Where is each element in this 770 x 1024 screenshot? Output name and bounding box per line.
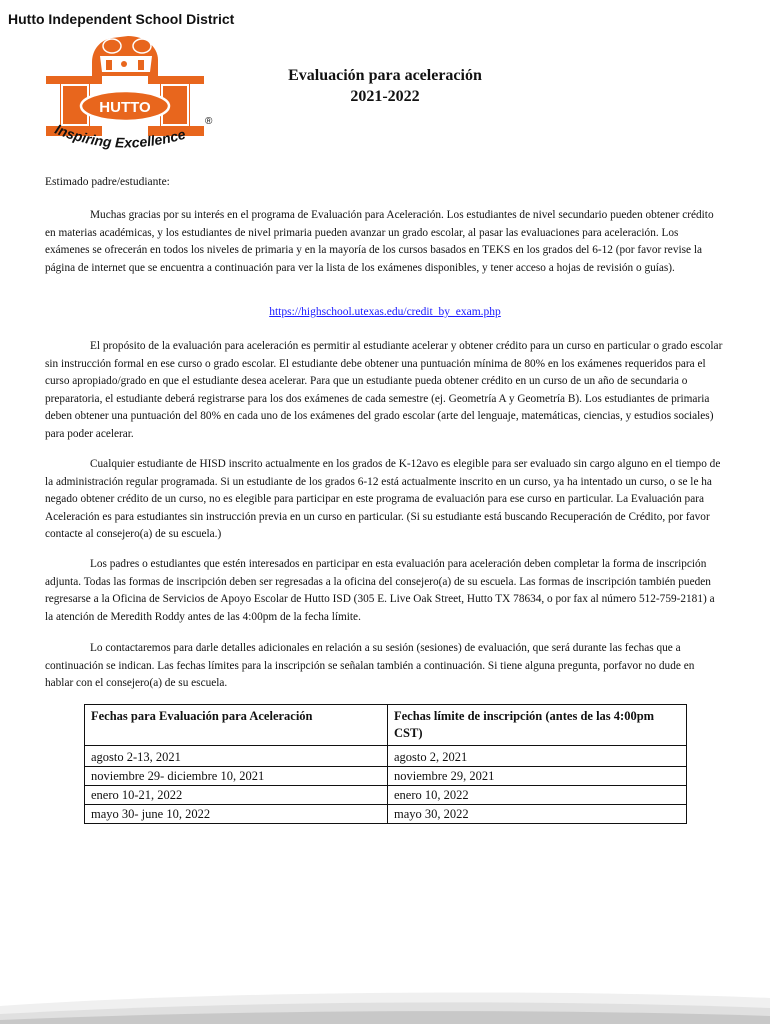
greeting: Estimado padre/estudiante: — [45, 176, 170, 188]
paragraph-purpose-text: El propósito de la evaluación para aceleración es permitir al estudiante acelerar y obtener crédito para un curso en particular o grado escolar sin instrucción formal en ese curso o grado escolar. El estudiante debe obtener una puntuación mínima de 80% en los exámenes requeridos para el curso apropiado/grado en que el estudiante desea acelerar. Para que un estudiante pueda obtener crédito en un curso de un año de secundaria o preparatoria, el estudiante deberá registrarse para los dos exámenes de cada semestre (ej. Geometría A y Geometría B). Los estudiantes de primaria deben obtener una puntuación del 80% en cada uno de los exámenes del grado escolar (arte del lenguaje, matemáticas, ciencias, y estudios sociales) para poder acelerar. — [45, 340, 723, 440]
header-deadlines: Fechas límite de inscripción (antes de las 4:00pm CST) — [388, 705, 687, 746]
footer-decoration — [0, 984, 770, 1024]
test-date-cell: mayo 30- june 10, 2022 — [85, 805, 388, 824]
paragraph-registration-text: Los padres o estudiantes que estén interesados en participar en esta evaluación para aceleración deben completar la forma de inscripción adjunta. Todas las formas de inscripción deben ser regresadas a la oficina del consejero(a) de su escuela. Las formas de inscripción también pueden regresarse a la Oficina de Servicios de Apoyo Escolar de Hutto ISD (305 E. Live Oak Street, Hutto TX 78634, o por fax al número 512-759-2181) a la atención de Meredith Roddy antes de las 4:00pm de la fecha límite. — [45, 558, 715, 623]
credit-by-exam-link-row — [0, 306, 770, 318]
test-date-cell: noviembre 29- diciembre 10, 2021 — [85, 767, 388, 786]
table-row — [85, 805, 687, 824]
table-header-row — [85, 705, 687, 746]
hippo-mascot-icon — [92, 36, 158, 76]
dates-table — [84, 704, 687, 824]
paragraph-contact-text: Lo contactaremos para darle detalles adicionales en relación a su sesión (sesiones) de evaluación, que será durante las fechas que a continuación se indican. Las fechas límites para la inscripción se señalan también a continuación. Si tiene alguna pregunta, porfavor no dude en hablar con el consejero(a) de su escuela. — [45, 642, 695, 690]
logo-tagline: Inspiring Excellence — [52, 120, 188, 151]
hutto-logo — [40, 32, 220, 157]
deadline-cell: noviembre 29, 2021 — [388, 767, 687, 786]
document-title — [200, 65, 570, 107]
table-row — [85, 786, 687, 805]
credit-by-exam-link[interactable]: https://highschool.utexas.edu/credit_by_exam.php — [269, 306, 501, 318]
registered-mark: ® — [205, 116, 213, 127]
deadline-cell: agosto 2, 2021 — [388, 746, 687, 767]
paragraph-contact — [45, 640, 725, 693]
paragraph-eligibility — [45, 456, 725, 544]
table-row — [85, 767, 687, 786]
title-line-1: Evaluación para aceleración — [288, 67, 482, 84]
deadline-cell: enero 10, 2022 — [388, 786, 687, 805]
paragraph-purpose — [45, 338, 725, 444]
paragraph-eligibility-text: Cualquier estudiante de HISD inscrito actualmente en los grados de K-12avo es elegible para ser evaluado sin cargo alguno en el tiempo de la administración regular programada. Si un estudiante de los grados 6-12 está actualmente inscrito en un curso, ya ha intentado un curso, o se le ha negado obtener crédito de un curso, no es elegible para participar en este programa de evaluación para ese curso en particular. La Evaluación para Aceleración es para estudiantes sin instrucción previa en un curso en particular. (Si su estudiante está buscando Recuperación de Crédito, por favor contacte al consejero(a) de su escuela.) — [45, 458, 721, 541]
test-date-cell: enero 10-21, 2022 — [85, 786, 388, 805]
header-test-dates: Fechas para Evaluación para Aceleración — [85, 705, 388, 746]
title-year: 2021-2022 — [350, 88, 420, 105]
paragraph-intro — [45, 207, 725, 277]
table-row — [85, 746, 687, 767]
deadline-cell: mayo 30, 2022 — [388, 805, 687, 824]
paragraph-registration — [45, 556, 725, 626]
test-date-cell: agosto 2-13, 2021 — [85, 746, 388, 767]
district-name: Hutto Independent School District — [8, 11, 235, 27]
logo-word: HUTTO — [99, 99, 151, 116]
paragraph-intro-text: Muchas gracias por su interés en el programa de Evaluación para Aceleración. Los estudiantes de nivel secundario pueden obtener crédito en materias académicas, y los estudiantes de nivel primaria pueden avanzar un grado escolar, al pasar las evaluaciones para aceleración. Los exámenes se ofrecerán en todos los niveles de primaria y en la mayoría de los cursos basados en TEKS en los grados del 6-12 (por favor revise la página de internet que se encuentra a continuación para ver la lista de los exámenes disponibles, y tener acceso a hojas de revisión o guías). — [45, 209, 714, 274]
